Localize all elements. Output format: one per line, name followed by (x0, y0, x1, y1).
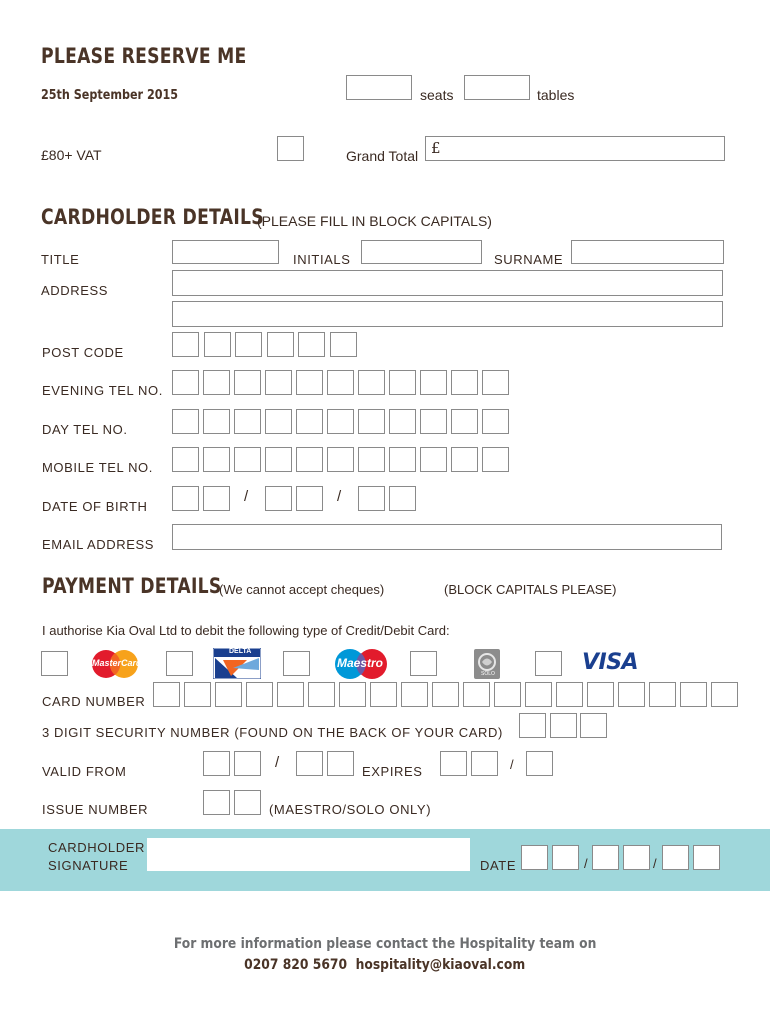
block-caps-note: (BLOCK CAPITALS PLEASE) (444, 582, 617, 597)
mobile-tel-box[interactable] (234, 447, 261, 472)
dob-box[interactable] (358, 486, 385, 511)
signature-date-box[interactable] (552, 845, 579, 870)
card-number-label: CARD NUMBER (42, 694, 146, 709)
signature-label-line2: SIGNATURE (48, 858, 129, 873)
expires-box[interactable] (471, 751, 498, 776)
card-number-box[interactable] (463, 682, 490, 707)
payment-heading: PAYMENT DETAILS (42, 574, 222, 598)
card-number-box[interactable] (587, 682, 614, 707)
evening-tel-box[interactable] (389, 370, 416, 395)
initials-label: INITIALS (293, 252, 351, 267)
security-number-box[interactable] (580, 713, 607, 738)
day-tel-box[interactable] (389, 409, 416, 434)
initials-field[interactable] (361, 240, 482, 264)
mobile-tel-box[interactable] (389, 447, 416, 472)
address-line-1-field[interactable] (172, 270, 723, 296)
price-checkbox[interactable] (277, 136, 304, 161)
postcode-label: POST CODE (42, 345, 124, 360)
cardholder-heading: CARDHOLDER DETAILS (41, 205, 264, 229)
mobile-tel-box[interactable] (420, 447, 447, 472)
evening-tel-box[interactable] (203, 370, 230, 395)
footer-email: hospitality@kiaoval.com (355, 957, 526, 973)
reserve-heading: PLEASE RESERVE ME (41, 44, 247, 68)
security-number-box[interactable] (550, 713, 577, 738)
solo-checkbox[interactable] (410, 651, 437, 676)
signature-label-line1: CARDHOLDER (48, 840, 146, 855)
title-field[interactable] (172, 240, 279, 264)
card-number-box[interactable] (246, 682, 273, 707)
day-tel-box[interactable] (203, 409, 230, 434)
card-number-box[interactable] (308, 682, 335, 707)
mobile-tel-box[interactable] (451, 447, 478, 472)
card-number-box[interactable] (680, 682, 707, 707)
mastercard-logo (88, 649, 142, 679)
card-number-box[interactable] (215, 682, 242, 707)
card-number-box[interactable] (711, 682, 738, 707)
mobile-tel-label: MOBILE TEL NO. (42, 460, 153, 475)
visa-checkbox[interactable] (535, 651, 562, 676)
day-tel-box[interactable] (482, 409, 509, 434)
day-tel-box[interactable] (327, 409, 354, 434)
security-number-box[interactable] (519, 713, 546, 738)
dob-box[interactable] (203, 486, 230, 511)
card-number-box[interactable] (370, 682, 397, 707)
postcode-box[interactable] (267, 332, 294, 357)
issue-number-box[interactable] (203, 790, 230, 815)
expires-label: EXPIRES (362, 764, 423, 779)
card-number-box[interactable] (153, 682, 180, 707)
seats-label: seats (420, 87, 454, 103)
maestro-logo (332, 648, 390, 680)
valid-from-slash: / (275, 754, 280, 771)
day-tel-box[interactable] (420, 409, 447, 434)
mastercard-checkbox[interactable] (41, 651, 68, 676)
dob-box[interactable] (296, 486, 323, 511)
day-tel-label: DAY TEL NO. (42, 422, 128, 437)
postcode-box[interactable] (204, 332, 231, 357)
dob-slash-1: / (244, 488, 249, 505)
footer-contact-text (0, 936, 770, 952)
title-label: TITLE (41, 252, 80, 267)
card-number-box[interactable] (649, 682, 676, 707)
issue-number-label: ISSUE NUMBER (42, 802, 149, 817)
seats-field[interactable] (346, 75, 412, 100)
card-number-box[interactable] (277, 682, 304, 707)
delta-logo (213, 648, 261, 679)
mobile-tel-box[interactable] (265, 447, 292, 472)
solo-text: SOLO (481, 671, 495, 677)
grand-total-field[interactable] (425, 136, 725, 161)
evening-tel-box[interactable] (358, 370, 385, 395)
solo-logo (474, 649, 500, 679)
tables-label: tables (537, 87, 575, 103)
signature-date-slash-2: / (653, 856, 657, 871)
dob-box[interactable] (265, 486, 292, 511)
signature-date-box[interactable] (662, 845, 689, 870)
maestro-checkbox[interactable] (283, 651, 310, 676)
valid-from-box[interactable] (234, 751, 261, 776)
security-number-label: 3 DIGIT SECURITY NUMBER (FOUND ON THE BACK OF YOUR CARD) (42, 725, 503, 740)
evening-tel-box[interactable] (265, 370, 292, 395)
card-number-box[interactable] (525, 682, 552, 707)
dob-slash-2: / (337, 488, 342, 505)
authorise-text: I authorise Kia Oval Ltd to debit the following type of Credit/Debit Card: (42, 623, 450, 638)
mastercard-text: MasterCard (92, 658, 142, 668)
date-label: DATE (480, 858, 517, 873)
mobile-tel-box[interactable] (203, 447, 230, 472)
signature-date-box[interactable] (623, 845, 650, 870)
expires-box[interactable] (440, 751, 467, 776)
visa-text: VISA (582, 650, 639, 675)
valid-from-box[interactable] (296, 751, 323, 776)
postcode-box[interactable] (172, 332, 199, 357)
day-tel-box[interactable] (296, 409, 323, 434)
card-number-box[interactable] (401, 682, 428, 707)
address-line-2-field[interactable] (172, 301, 723, 327)
evening-tel-box[interactable] (482, 370, 509, 395)
signature-date-box[interactable] (521, 845, 548, 870)
card-number-box[interactable] (494, 682, 521, 707)
tables-field[interactable] (464, 75, 530, 100)
issue-number-note: (MAESTRO/SOLO ONLY) (269, 802, 432, 817)
evening-tel-box[interactable] (420, 370, 447, 395)
mobile-tel-box[interactable] (327, 447, 354, 472)
email-label: EMAIL ADDRESS (42, 537, 155, 552)
mobile-tel-box[interactable] (482, 447, 509, 472)
signature-field[interactable] (147, 838, 470, 871)
mobile-tel-box[interactable] (172, 447, 199, 472)
currency-symbol: £ (431, 139, 441, 157)
signature-date-box[interactable] (592, 845, 619, 870)
day-tel-box[interactable] (265, 409, 292, 434)
dob-box[interactable] (172, 486, 199, 511)
event-date: 25th September 2015 (41, 88, 179, 103)
maestro-text: Maestro (337, 656, 384, 670)
evening-tel-box[interactable] (234, 370, 261, 395)
card-number-box[interactable] (556, 682, 583, 707)
card-number-box[interactable] (618, 682, 645, 707)
block-capitals-note: (PLEASE FILL IN BLOCK CAPITALS) (257, 213, 492, 229)
footer-phone: 0207 820 5670 (244, 957, 348, 973)
mobile-tel-box[interactable] (296, 447, 323, 472)
valid-from-box[interactable] (203, 751, 230, 776)
postcode-box[interactable] (330, 332, 357, 357)
evening-tel-box[interactable] (451, 370, 478, 395)
valid-from-box[interactable] (327, 751, 354, 776)
postcode-box[interactable] (298, 332, 325, 357)
footer-line1: For more information please contact the Hospitality team on (173, 936, 597, 952)
postcode-box[interactable] (235, 332, 262, 357)
price-label: £80+ VAT (41, 147, 102, 163)
expires-box[interactable] (526, 751, 553, 776)
day-tel-box[interactable] (234, 409, 261, 434)
grand-total-label: Grand Total (346, 148, 419, 164)
no-cheques-note: (We cannot accept cheques) (219, 582, 385, 597)
address-label: ADDRESS (41, 283, 109, 298)
dob-box[interactable] (389, 486, 416, 511)
day-tel-box[interactable] (451, 409, 478, 434)
card-number-box[interactable] (432, 682, 459, 707)
day-tel-box[interactable] (172, 409, 199, 434)
dob-label: DATE OF BIRTH (42, 499, 148, 514)
evening-tel-box[interactable] (172, 370, 199, 395)
footer-contact-details (0, 957, 770, 973)
surname-field[interactable] (571, 240, 724, 264)
evening-tel-label: EVENING TEL NO. (42, 383, 163, 398)
delta-text: DELTA (229, 648, 252, 655)
issue-number-box[interactable] (234, 790, 261, 815)
email-field[interactable] (172, 524, 722, 550)
evening-tel-box[interactable] (296, 370, 323, 395)
evening-tel-box[interactable] (327, 370, 354, 395)
visa-logo (582, 650, 638, 675)
valid-from-label: VALID FROM (42, 764, 127, 779)
signature-date-box[interactable] (693, 845, 720, 870)
delta-checkbox[interactable] (166, 651, 193, 676)
card-number-box[interactable] (339, 682, 366, 707)
mobile-tel-box[interactable] (358, 447, 385, 472)
expires-slash: / (510, 757, 514, 772)
day-tel-box[interactable] (358, 409, 385, 434)
card-number-box[interactable] (184, 682, 211, 707)
surname-label: SURNAME (494, 252, 564, 267)
signature-date-slash-1: / (584, 856, 588, 871)
